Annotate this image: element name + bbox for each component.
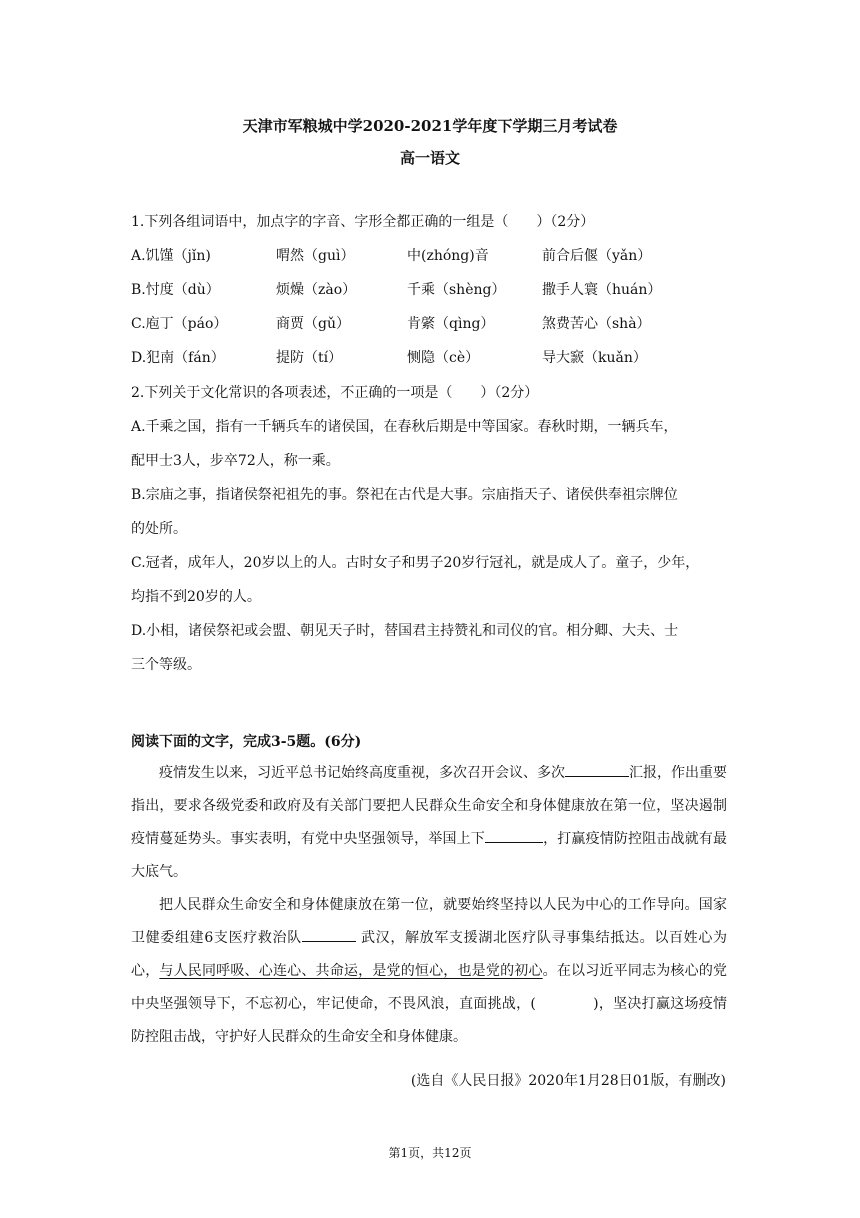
q1-c-1: C.庖丁（páo） bbox=[131, 316, 228, 332]
blank-1 bbox=[565, 762, 629, 777]
underlined-sentence: 与人民同呼吸、心连心、共命运，是党的恒心，也是党的初心 bbox=[159, 963, 543, 979]
q2-option-a-line1: A.千乘之国，指有一千辆兵车的诸侯国，在春秋后期是中等国家。春秋时期，一辆兵车， bbox=[131, 419, 678, 435]
p1-part-b: 汇报，作出重要指出，要求各级党委和政府及有关部门要把人民群众生命安全和身体健康放在第一位，坚决遏制疫情蔓延势头。事实表明，有党中央坚强领导，举国上下 bbox=[131, 765, 727, 847]
q1-stem: 1.下列各组词语中，加点字的字音、字形全都正确的一组是（ ）（2分） bbox=[131, 214, 595, 230]
exam-subtitle: 高一语文 bbox=[399, 149, 460, 167]
p1-part-a: 疫情发生以来，习近平总书记始终高度重视，多次召开会议、多次 bbox=[159, 765, 565, 781]
q2-option-b-line1: B.宗庙之事，指诸侯祭祀祖先的事。祭祀在古代是大事。宗庙指天子、诸侯供奉祖宗牌位 bbox=[131, 487, 678, 503]
q2-option-d-line1: D.小相，诸侯祭祀或会盟、朝见天子时，替国君主持赞礼和司仪的官。相分卿、大夫、士 bbox=[131, 623, 679, 639]
q2-option-d-line2: 三个等级。 bbox=[131, 657, 201, 673]
q1-b-2: 烦燥（zào） bbox=[276, 282, 357, 298]
q1-a-4: 前合后偃（yǎn） bbox=[542, 248, 652, 264]
passage-paragraph-1 bbox=[131, 757, 727, 889]
p2-part-d: 。在以习近平同志为核心的党中央坚强领导下，不忘初心，牢记使命，不畏风浪，直面挑战，( )，坚决打赢这场疫情防控阻击战，守护好人民群众的生命安全和身体健康。 bbox=[131, 963, 728, 1045]
q1-b-1: B.忖度（dù） bbox=[131, 282, 220, 298]
reading-passage bbox=[131, 757, 727, 1054]
q1-d-4: 导大窾（kuǎn） bbox=[542, 350, 647, 366]
q2-option-a-line2: 配甲士3人，步卒72人，称一乘。 bbox=[131, 453, 340, 469]
source-citation: (选自《人民日报》2020年1月28日01版，有删改) bbox=[410, 1073, 726, 1089]
page-number: 第1页，共12页 bbox=[388, 1146, 472, 1160]
passage-paragraph-2 bbox=[131, 889, 727, 1054]
p1-part-c: ，打赢疫情防控阻击战就有最大底气。 bbox=[131, 831, 728, 880]
p2-part-a: 把人民群众生命安全和身体健康放在第一位，就要始终坚持以人民为中心的工作导向。国家卫健委组建6支医疗救治队 bbox=[131, 897, 727, 946]
q1-a-1: A.饥馑（jǐn) bbox=[131, 248, 211, 264]
q1-b-4: 撒手人寰（huán） bbox=[542, 282, 662, 298]
q1-b-3: 千乘（shèng） bbox=[407, 282, 506, 298]
q1-d-2: 提防（tí） bbox=[276, 350, 343, 366]
blank-2 bbox=[485, 828, 543, 843]
q1-d-3: 恻隐（cè） bbox=[407, 350, 480, 366]
q2-option-b-line2: 的处所。 bbox=[131, 521, 187, 537]
q2-stem: 2.下列关于文化常识的各项表述，不正确的一项是（ ）（2分） bbox=[131, 385, 539, 401]
q1-c-4: 煞费苦心（shà） bbox=[542, 316, 651, 332]
q1-c-2: 商贾（gǔ） bbox=[276, 316, 350, 332]
q2-option-c-line1: C.冠者，成年人，20岁以上的人。古时女子和男子20岁行冠礼，就是成人了。童子，少年， bbox=[131, 555, 700, 571]
q2-option-c-line2: 均指不到20岁的人。 bbox=[131, 589, 261, 605]
blank-3 bbox=[302, 927, 356, 942]
exam-title: 天津市军粮城中学2020-2021学年度下学期三月考试卷 bbox=[242, 117, 618, 135]
p2-part-b: 武汉，解放军支援湖北医疗队寻事集结抵达。以百姓心为心， bbox=[131, 930, 727, 979]
q1-d-1: D.犯南（fán） bbox=[131, 350, 225, 366]
q1-a-2: 喟然（guì） bbox=[276, 248, 355, 264]
q1-c-3: 肯綮（qìng） bbox=[407, 316, 495, 332]
reading-heading: 阅读下面的文字，完成3-5题。(6分) bbox=[131, 734, 362, 750]
q1-a-3: 中(zhóng)音 bbox=[407, 248, 489, 264]
